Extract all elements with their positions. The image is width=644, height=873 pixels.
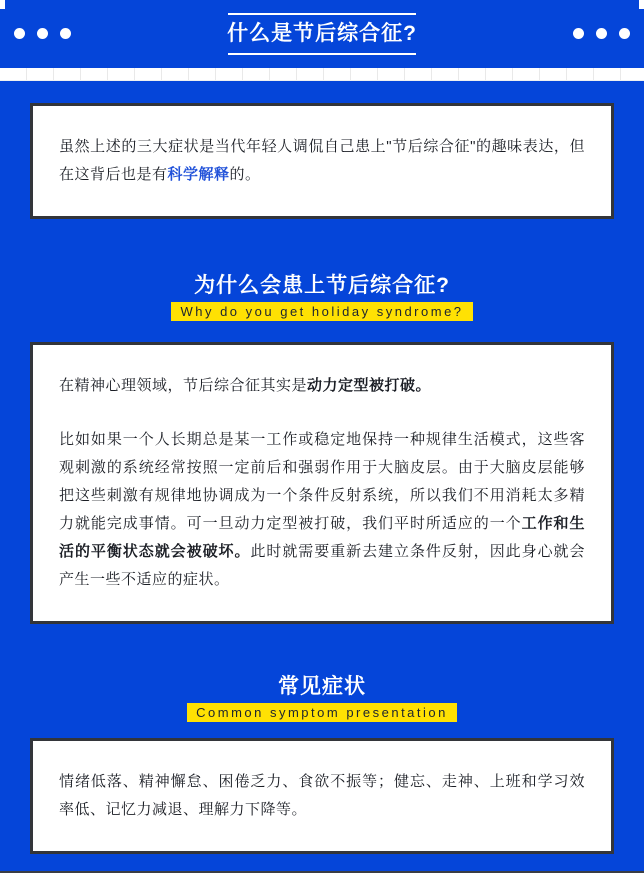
explanation-card bbox=[30, 342, 614, 624]
text-segment: 此时就需要重新去建立条件反射，因此身心就会产生一些不适应的症状。 bbox=[59, 543, 585, 588]
decor-dots-left bbox=[14, 28, 71, 39]
dot-icon bbox=[14, 28, 25, 39]
paragraph bbox=[59, 372, 585, 400]
title-rule-bottom bbox=[228, 53, 416, 55]
paragraph bbox=[59, 426, 585, 594]
dot-icon bbox=[596, 28, 607, 39]
dot-icon bbox=[37, 28, 48, 39]
text-segment: 工作和生活的平衡状态就会被破坏。 bbox=[59, 515, 585, 560]
text-segment: 的。 bbox=[229, 166, 261, 183]
text-segment: 情绪低落、精神懈怠、困倦乏力、食欲不振等；健忘、走神、上班和学习效率低、记忆力减退、理解力下降等。 bbox=[59, 773, 585, 818]
paragraph bbox=[59, 133, 585, 189]
corner-notch-right bbox=[639, 0, 644, 9]
section-header-symptoms bbox=[0, 674, 644, 722]
dot-icon bbox=[619, 28, 630, 39]
highlighted-term: 科学解释 bbox=[167, 166, 230, 183]
intro-card bbox=[30, 103, 614, 219]
page-title: 什么是节后综合征? bbox=[227, 22, 417, 45]
section-subtitle-highlight: Common symptom presentation bbox=[187, 703, 457, 722]
section-subtitle-highlight: Why do you get holiday syndrome? bbox=[171, 302, 472, 321]
dot-icon bbox=[573, 28, 584, 39]
paragraph bbox=[59, 768, 585, 824]
decor-dots-right bbox=[573, 28, 630, 39]
section-title: 为什么会患上节后综合征? bbox=[194, 274, 450, 297]
section-header-why bbox=[0, 273, 644, 321]
section-title: 常见症状 bbox=[278, 675, 366, 698]
symptoms-card bbox=[30, 738, 614, 854]
film-strip-divider bbox=[0, 68, 644, 81]
text-segment: 动力定型被打破。 bbox=[307, 377, 432, 394]
corner-notch-left bbox=[0, 0, 5, 9]
title-rule-top bbox=[228, 13, 416, 15]
text-segment: 比如如果一个人长期总是某一工作或稳定地保持一种规律生活模式，这些客观刺激的系统经常按照一定前后和强弱作用于大脑皮层。由于大脑皮层能够把这些刺激有规律地协调成为一个条件反射系统，所以我们不用消耗太多精力就能完成事情。可一旦动力定型被打破，我们平时所适应的一个 bbox=[59, 431, 585, 532]
dot-icon bbox=[60, 28, 71, 39]
text-segment: 在精神心理领域，节后综合征其实是 bbox=[59, 377, 308, 394]
text-segment: 虽然上述的三大症状是当代年轻人调侃自己患上"节后综合征"的趣味表达，但在这背后也是有 bbox=[59, 138, 585, 183]
page-header bbox=[0, 0, 644, 68]
